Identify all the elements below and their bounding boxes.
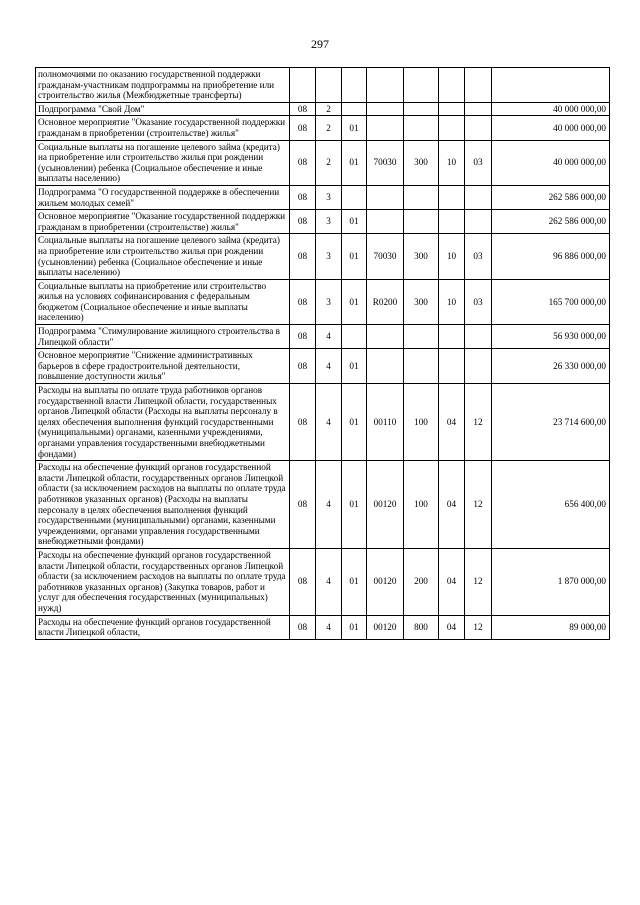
amount-cell: 26 330 000,00 [492,349,610,384]
table-row [36,140,610,185]
table-row [36,349,610,384]
code-cell-c7: 12 [465,615,492,639]
code-cell-c3 [342,102,367,116]
code-cell-c7 [465,349,492,384]
code-cell-c3: 01 [342,140,367,185]
code-cell-c7 [465,102,492,116]
code-cell-c2 [316,68,342,103]
code-cell-c6 [439,325,465,349]
row-name-cell: Расходы на обеспечение функций органов государственной власти Липецкой области, государственных органов Липецкой области (за исключением расходов на выплаты по оплате труда работников указанных органов) (Расходы на выплаты персоналу в целях обеспечения выполнения функций государственными (муниципальными) органами, казенными учреждениями, органами управления государственными внебюджетными фондами) [36,461,290,549]
code-cell-c5: 300 [404,234,439,279]
amount-cell [492,68,610,103]
code-cell-c7 [465,68,492,103]
table-row [36,234,610,279]
code-cell-c4: 00120 [367,615,404,639]
amount-cell: 96 886 000,00 [492,234,610,279]
code-cell-c4: R0200 [367,279,404,324]
code-cell-c7 [465,116,492,140]
row-name-cell: Социальные выплаты на погашение целевого займа (кредита) на приобретение или строительство жилья при рождении (усыновлении) ребенка (Социальное обеспечение и иные выплаты населению) [36,234,290,279]
row-name-cell: Основное мероприятие "Оказание государственной поддержки гражданам в приобретении (строительстве) жилья" [36,116,290,140]
code-cell-c2: 4 [316,325,342,349]
row-name-cell: Социальные выплаты на приобретение или строительство жилья на условиях софинансирования с федеральным бюджетом (Социальное обеспечение и иные выплаты населению) [36,279,290,324]
code-cell-c5 [404,68,439,103]
code-cell-c2: 4 [316,615,342,639]
code-cell-c1: 08 [290,349,316,384]
code-cell-c6 [439,349,465,384]
code-cell-c4 [367,185,404,209]
code-cell-c2: 4 [316,384,342,461]
code-cell-c7: 03 [465,140,492,185]
code-cell-c1: 08 [290,116,316,140]
amount-cell: 40 000 000,00 [492,140,610,185]
table-row [36,615,610,639]
code-cell-c1: 08 [290,384,316,461]
row-name-cell: Расходы на обеспечение функций органов государственной власти Липецкой области, государственных органов Липецкой области (за исключением расходов на выплаты по оплате труда работников указанных органов) (Закупка товаров, работ и услуг для обеспечения государственных (муниципальных) нужд) [36,548,290,615]
code-cell-c5: 300 [404,140,439,185]
table-row [36,279,610,324]
table-row [36,461,610,549]
code-cell-c4 [367,210,404,234]
row-name-cell: Подпрограмма "Свой Дом" [36,102,290,116]
code-cell-c7: 12 [465,461,492,549]
table-row [36,116,610,140]
code-cell-c5: 100 [404,384,439,461]
code-cell-c6 [439,116,465,140]
code-cell-c2: 2 [316,102,342,116]
code-cell-c3 [342,68,367,103]
row-name-cell: полномочиями по оказанию государственной поддержки гражданам-участникам подпрограммы на приобретение или строительство жилья (Межбюджетные трансферты) [36,68,290,103]
code-cell-c7: 12 [465,384,492,461]
table-row [36,548,610,615]
code-cell-c4: 00110 [367,384,404,461]
code-cell-c6: 10 [439,140,465,185]
code-cell-c5: 100 [404,461,439,549]
code-cell-c5 [404,116,439,140]
code-cell-c6: 04 [439,548,465,615]
code-cell-c6 [439,210,465,234]
row-name-cell: Основное мероприятие "Оказание государственной поддержки гражданам в приобретении (строительстве) жилья" [36,210,290,234]
amount-cell: 165 700 000,00 [492,279,610,324]
table-row [36,185,610,209]
table-row [36,102,610,116]
code-cell-c2: 4 [316,349,342,384]
table-row [36,384,610,461]
row-name-cell: Расходы на выплаты по оплате труда работников органов государственной власти Липецкой области, государственных органов Липецкой области (Расходы на выплаты персоналу в целях обеспечения выполнения функций государственными (муниципальными) органами, казенными учреждениями, органами управления государственными внебюджетными фондами) [36,384,290,461]
code-cell-c5 [404,349,439,384]
code-cell-c5: 200 [404,548,439,615]
code-cell-c7: 03 [465,234,492,279]
code-cell-c7 [465,210,492,234]
code-cell-c7: 03 [465,279,492,324]
row-name-cell: Социальные выплаты на погашение целевого займа (кредита) на приобретение или строительство жилья при рождении (усыновлении) ребенка (Социальное обеспечение и иные выплаты населению) [36,140,290,185]
code-cell-c1: 08 [290,234,316,279]
amount-cell: 56 930 000,00 [492,325,610,349]
code-cell-c2: 4 [316,461,342,549]
code-cell-c2: 2 [316,140,342,185]
code-cell-c1: 08 [290,185,316,209]
code-cell-c1: 08 [290,279,316,324]
amount-cell: 262 586 000,00 [492,185,610,209]
code-cell-c1: 08 [290,548,316,615]
code-cell-c2: 4 [316,548,342,615]
code-cell-c3: 01 [342,349,367,384]
code-cell-c5: 800 [404,615,439,639]
code-cell-c1: 08 [290,325,316,349]
code-cell-c6 [439,185,465,209]
code-cell-c4: 70030 [367,234,404,279]
code-cell-c6: 04 [439,384,465,461]
budget-table [35,67,610,640]
code-cell-c4 [367,116,404,140]
code-cell-c6: 04 [439,615,465,639]
amount-cell: 262 586 000,00 [492,210,610,234]
code-cell-c3 [342,325,367,349]
amount-cell: 656 400,00 [492,461,610,549]
code-cell-c3: 01 [342,615,367,639]
table-row [36,325,610,349]
code-cell-c4 [367,325,404,349]
code-cell-c3: 01 [342,461,367,549]
code-cell-c3: 01 [342,210,367,234]
code-cell-c2: 3 [316,279,342,324]
amount-cell: 89 000,00 [492,615,610,639]
code-cell-c1: 08 [290,102,316,116]
code-cell-c7 [465,325,492,349]
code-cell-c6: 04 [439,461,465,549]
code-cell-c1 [290,68,316,103]
code-cell-c2: 3 [316,234,342,279]
code-cell-c3: 01 [342,116,367,140]
code-cell-c3: 01 [342,384,367,461]
code-cell-c2: 3 [316,185,342,209]
code-cell-c1: 08 [290,210,316,234]
code-cell-c3 [342,185,367,209]
code-cell-c7: 12 [465,548,492,615]
code-cell-c4 [367,102,404,116]
row-name-cell: Расходы на обеспечение функций органов государственной власти Липецкой области, [36,615,290,639]
amount-cell: 40 000 000,00 [492,116,610,140]
code-cell-c6: 10 [439,279,465,324]
code-cell-c4 [367,349,404,384]
code-cell-c6: 10 [439,234,465,279]
code-cell-c4 [367,68,404,103]
code-cell-c1: 08 [290,140,316,185]
table-row [36,68,610,103]
code-cell-c3: 01 [342,234,367,279]
code-cell-c4: 70030 [367,140,404,185]
code-cell-c5 [404,210,439,234]
code-cell-c1: 08 [290,461,316,549]
code-cell-c4: 00120 [367,461,404,549]
amount-cell: 1 870 000,00 [492,548,610,615]
code-cell-c5: 300 [404,279,439,324]
page-number: 297 [311,37,329,51]
row-name-cell: Подпрограмма "О государственной поддержке в обеспечении жильем молодых семей" [36,185,290,209]
code-cell-c2: 3 [316,210,342,234]
code-cell-c1: 08 [290,615,316,639]
table-row [36,210,610,234]
code-cell-c3: 01 [342,548,367,615]
amount-cell: 40 000 000,00 [492,102,610,116]
code-cell-c5 [404,325,439,349]
code-cell-c4: 00120 [367,548,404,615]
code-cell-c7 [465,185,492,209]
row-name-cell: Основное мероприятие "Снижение административных барьеров в сфере градостроительной деятельности, повышение доступности жилья" [36,349,290,384]
code-cell-c6 [439,102,465,116]
code-cell-c6 [439,68,465,103]
amount-cell: 23 714 600,00 [492,384,610,461]
code-cell-c5 [404,185,439,209]
row-name-cell: Подпрограмма "Стимулирование жилищного строительства в Липецкой области" [36,325,290,349]
code-cell-c5 [404,102,439,116]
code-cell-c2: 2 [316,116,342,140]
code-cell-c3: 01 [342,279,367,324]
